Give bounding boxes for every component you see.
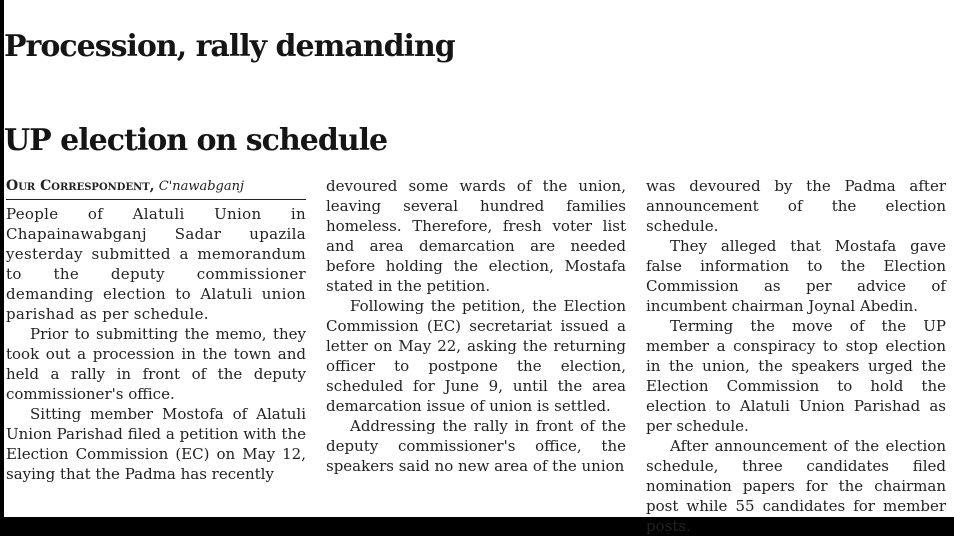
paragraph: They alleged that Mostafa gave false information to the Election Commission as per advice of incumbent chairman Joynal Abedin. [646, 237, 946, 315]
column-3 [646, 176, 946, 535]
paragraph: Prior to submitting the memo, they took out a procession in the town and held a rally in front of the deputy commissioner's office. [6, 325, 306, 403]
column-2 [326, 176, 626, 517]
headline-line-1: Procession, rally demanding [4, 29, 455, 64]
column-1 [6, 176, 306, 517]
byline [6, 176, 306, 200]
headline-line-2: UP election on schedule [4, 123, 388, 158]
headline [4, 0, 952, 188]
paragraph: Sitting member Mostofa of Alatuli Union Parishad filed a petition with the Election Commission (EC) on May 12, saying that the Padma has recently [6, 405, 306, 483]
paragraph: Terming the move of the UP member a conspiracy to stop election in the union, the speakers urged the Election Commission to hold the election to Alatuli Union Parishad as per schedule. [646, 317, 946, 435]
byline-dateline: C'nawabganj [158, 179, 245, 194]
paragraph: was devoured by the Padma after announcement of the election schedule. [646, 177, 946, 235]
paragraph: People of Alatuli Union in Chapainawabganj Sadar upazila yesterday submitted a memorandum to the deputy commissioner demanding election to Alatuli union parishad as per schedule. [6, 205, 306, 323]
paragraph: devoured some wards of the union, leaving several hundred families homeless. Therefore, fresh voter list and area demarcation are needed before holding the election, Mostafa stated in the petition. [326, 177, 626, 295]
paragraph: Following the petition, the Election Commission (EC) secretariat issued a letter on May 22, asking the returning officer to postpone the election, scheduled for June 9, until the area demarcation issue of union is settled. [326, 297, 626, 415]
paragraph: After announcement of the election schedule, three candidates filed nomination papers for the chairman post while 55 candidates for member posts. [646, 437, 946, 535]
byline-correspondent: Our Correspondent, [6, 178, 155, 194]
paragraph: Addressing the rally in front of the deputy commissioner's office, the speakers said no new area of the union [326, 417, 626, 475]
newspaper-clipping [4, 0, 954, 535]
